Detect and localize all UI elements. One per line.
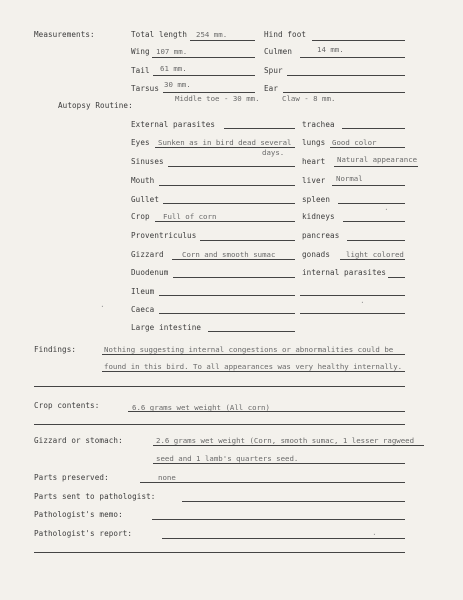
duodenum-line [173,277,295,278]
findings-label: Findings: [34,345,77,354]
mouth-label: Mouth [131,176,155,185]
gizzard-stomach-line1: 2.6 grams wet weight (Corn, smooth sumac, 1 lesser ragweed [156,436,415,445]
proventriculus-label: Proventriculus [131,231,197,240]
pathologist-report-line [162,538,405,539]
wing-label: Wing [131,47,150,56]
claw-value: Claw - 8 mm. [282,94,336,103]
total-length-line [190,40,255,41]
duodenum-label: Duodenum [131,268,169,277]
external-parasites-label: External parasites [131,120,216,129]
pathologist-report-label: Pathologist's report: [34,529,133,538]
spur-label: Spur [264,66,283,75]
crop-contents-blank-line [34,424,405,425]
crop-value: Full of corn [163,212,217,221]
external-parasites-line [224,128,295,129]
internal-parasites-label: internal parasites [302,268,387,277]
heart-line [334,166,418,167]
hind-foot-label: Hind foot [264,30,307,39]
total-length-value: 254 mm. [196,30,228,39]
pancreas-line [347,240,405,241]
ear-label: Ear [264,84,279,93]
crop-label: Crop [131,212,150,221]
gullet-label: Gullet [131,195,160,204]
pathologist-memo-line [152,519,405,520]
hind-foot-line [312,40,405,41]
ileum-line-right [300,295,405,296]
lungs-value: Good color [332,138,377,147]
caeca-label: Caeca [131,305,155,314]
trachea-label: trachea [302,120,335,129]
gizzard-label: Gizzard [131,250,164,259]
findings-blank-line [34,386,405,387]
total-length-label: Total length [131,30,188,39]
ear-line [283,92,405,93]
spur-line [287,75,405,76]
kidneys-label: kidneys [302,212,335,221]
large-intestine-line [208,331,295,332]
gonads-line [340,259,405,260]
crop-contents-line [128,411,405,412]
parts-preserved-line [140,482,405,483]
gizzard-stomach-label: Gizzard or stomach: [34,436,123,445]
proventriculus-line [200,240,295,241]
tail-line [153,75,255,76]
pancreas-label: pancreas [302,231,340,240]
tarsus-label: Tarsus [131,84,160,93]
ileum-line [159,295,295,296]
ileum-label: Ileum [131,287,155,296]
caeca-line-right [300,313,405,314]
findings-underline1 [102,354,405,355]
culmen-line [300,57,405,58]
kidneys-line [343,221,405,222]
culmen-label: Culmen [264,47,293,56]
autopsy-label: Autopsy Routine: [58,101,133,110]
eyes-value-cont: days. [262,148,285,157]
eyes-value: Sunken as in bird dead several [158,138,292,147]
crop-contents-label: Crop contents: [34,401,100,410]
sinuses-label: Sinuses [131,157,164,166]
liver-label: liver [302,176,326,185]
parts-sent-line [182,501,405,502]
parts-preserved-value: none [158,473,176,482]
wing-value: 107 mm. [156,47,188,56]
gizzard-stomach-underline2 [153,463,405,464]
pathologist-report-blank-line [34,552,405,553]
gizzard-stomach-line2: seed and 1 lamb's quarters seed. [156,454,299,463]
eyes-label: Eyes [131,138,150,147]
pathologist-memo-label: Pathologist's memo: [34,510,123,519]
heart-label: heart [302,157,326,166]
caeca-line [159,313,295,314]
wing-line [152,57,255,58]
parts-preserved-label: Parts preserved: [34,473,109,482]
tarsus-line [163,92,255,93]
gonads-value: light colored [346,250,404,259]
middle-toe-value: Middle toe - 30 mm. [175,94,260,103]
spleen-label: spleen [302,195,331,204]
lungs-line [330,147,405,148]
tarsus-value: 30 mm. [164,80,191,89]
gizzard-stomach-underline1 [153,445,424,446]
paper-speck: · [100,302,105,311]
parts-sent-label: Parts sent to pathologist: [34,492,156,501]
findings-line2: found in this bird. To all appearances was very healthy internally. [104,362,403,371]
crop-line [155,221,295,222]
mouth-line [159,185,295,186]
measurements-label: Measurements: [34,30,95,39]
paper-speck: · [384,205,389,214]
crop-contents-value: 6.6 grams wet weight (All corn) [132,403,270,412]
trachea-line [342,128,405,129]
spleen-line [338,203,405,204]
internal-parasites-line [388,277,405,278]
large-intestine-label: Large intestine [131,323,202,332]
liver-line [332,185,405,186]
lungs-label: lungs [302,138,326,147]
gullet-line [163,203,295,204]
paper-speck: · [360,298,365,307]
gizzard-line [172,259,295,260]
sinuses-line [168,166,295,167]
tail-label: Tail [131,66,150,75]
findings-underline2 [102,371,405,372]
gizzard-value: Corn and smooth sumac [182,250,276,259]
paper-speck: · [372,530,377,539]
heart-value: Natural appearance [337,155,418,164]
culmen-value: 14 mm. [317,45,344,54]
tail-value: 61 mm. [160,64,187,73]
liver-value: Normal [336,174,363,183]
gonads-label: gonads [302,250,331,259]
findings-line1: Nothing suggesting internal congestions or abnormalities could be [104,345,394,354]
